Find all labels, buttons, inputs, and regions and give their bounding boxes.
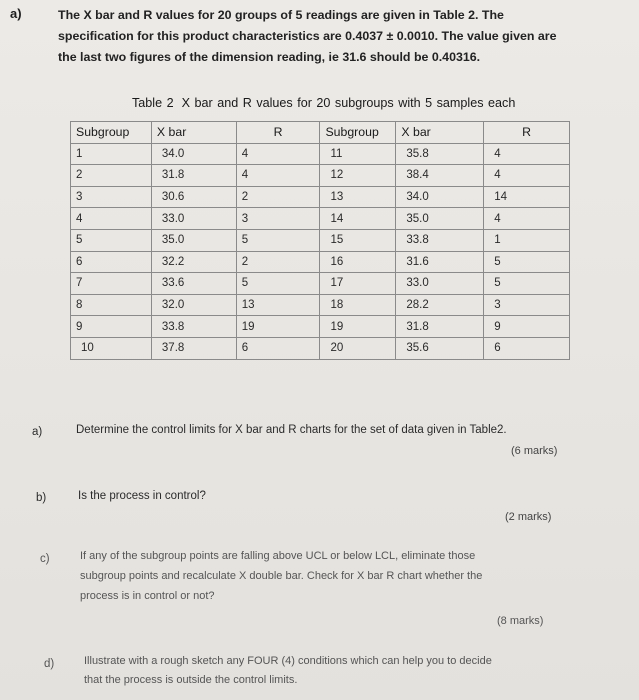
question-b-marks: (2 marks) [505, 511, 552, 523]
cell-xbar-2: 31.8 [396, 316, 484, 338]
cell-r-2: 9 [484, 316, 570, 338]
cell-xbar: 32.2 [151, 251, 236, 273]
table-row [71, 208, 570, 230]
cell-xbar: 31.8 [151, 165, 236, 187]
table-row [71, 294, 570, 316]
header-subgroup-2: Subgroup [320, 122, 396, 144]
cell-subgroup-2: 16 [320, 251, 396, 273]
cell-subgroup: 8 [71, 294, 152, 316]
table-row [71, 273, 570, 295]
table-caption-number: Table 2 [132, 96, 174, 110]
cell-r: 2 [236, 251, 320, 273]
table-header-row [71, 122, 570, 144]
cell-r-2: 5 [484, 273, 570, 295]
question-a-marks: (6 marks) [511, 445, 558, 457]
cell-xbar: 33.6 [151, 273, 236, 295]
cell-subgroup-2: 19 [320, 316, 396, 338]
question-c-line-2: subgroup points and recalculate X double bar. Check for X bar R chart whether the [80, 570, 483, 582]
cell-subgroup: 9 [71, 316, 152, 338]
cell-xbar: 35.0 [151, 229, 236, 251]
cell-r: 5 [236, 229, 320, 251]
cell-r: 2 [236, 186, 320, 208]
cell-xbar-2: 28.2 [396, 294, 484, 316]
cell-xbar-2: 34.0 [396, 186, 484, 208]
cell-xbar-2: 33.0 [396, 273, 484, 295]
question-b-label: b) [36, 492, 47, 504]
cell-r: 4 [236, 143, 320, 165]
cell-subgroup-2: 18 [320, 294, 396, 316]
cell-xbar: 34.0 [151, 143, 236, 165]
table-caption [132, 96, 515, 110]
cell-r: 4 [236, 165, 320, 187]
intro-paragraph [58, 5, 603, 68]
cell-xbar-2: 35.0 [396, 208, 484, 230]
cell-subgroup: 2 [71, 165, 152, 187]
cell-subgroup: 10 [71, 337, 152, 359]
cell-xbar: 30.6 [151, 186, 236, 208]
table-row [71, 186, 570, 208]
question-c-line-3: process is in control or not? [80, 590, 215, 602]
cell-r-2: 4 [484, 143, 570, 165]
table-row [71, 143, 570, 165]
cell-xbar: 33.8 [151, 316, 236, 338]
cell-r-2: 5 [484, 251, 570, 273]
table-row [71, 316, 570, 338]
cell-r-2: 3 [484, 294, 570, 316]
cell-xbar: 33.0 [151, 208, 236, 230]
intro-line-1: The X bar and R values for 20 groups of 5 readings are given in Table 2. The [58, 8, 504, 22]
cell-subgroup: 1 [71, 143, 152, 165]
intro-line-2: specification for this product characteristics are 0.4037 ± 0.0010. The value given are [58, 29, 557, 43]
question-b-text: Is the process in control? [78, 490, 206, 502]
cell-r: 3 [236, 208, 320, 230]
table-row [71, 165, 570, 187]
question-d-line-2: that the process is outside the control limits. [84, 674, 298, 686]
table-row [71, 337, 570, 359]
intro-line-3: the last two figures of the dimension reading, ie 31.6 should be 0.40316. [58, 50, 481, 64]
cell-subgroup-2: 20 [320, 337, 396, 359]
table-row [71, 229, 570, 251]
cell-subgroup-2: 11 [320, 143, 396, 165]
cell-r-2: 1 [484, 229, 570, 251]
question-d-line-1: Illustrate with a rough sketch any FOUR (4) conditions which can help you to decide [84, 655, 492, 667]
cell-xbar-2: 31.6 [396, 251, 484, 273]
cell-subgroup-2: 14 [320, 208, 396, 230]
question-a-label: a) [32, 426, 43, 438]
cell-subgroup-2: 13 [320, 186, 396, 208]
question-c-text [80, 546, 482, 606]
question-c-line-1: If any of the subgroup points are falling above UCL or below LCL, eliminate those [80, 550, 476, 562]
question-d-label: d) [44, 658, 55, 670]
cell-xbar-2: 35.8 [396, 143, 484, 165]
cell-subgroup: 5 [71, 229, 152, 251]
cell-r: 5 [236, 273, 320, 295]
cell-r: 19 [236, 316, 320, 338]
cell-xbar: 37.8 [151, 337, 236, 359]
cell-xbar-2: 35.6 [396, 337, 484, 359]
question-d-text [84, 652, 492, 690]
header-xbar-2: X bar [396, 122, 484, 144]
question-c-marks: (8 marks) [497, 615, 544, 627]
cell-subgroup: 3 [71, 186, 152, 208]
question-a-text: Determine the control limits for X bar and R charts for the set of data given in Table2. [76, 424, 507, 436]
table-caption-text: X bar and R values for 20 subgroups with 5 samples each [181, 96, 516, 110]
cell-r: 13 [236, 294, 320, 316]
cell-subgroup-2: 15 [320, 229, 396, 251]
data-table [70, 121, 570, 360]
cell-r-2: 6 [484, 337, 570, 359]
table-row [71, 251, 570, 273]
header-subgroup: Subgroup [71, 122, 152, 144]
cell-subgroup-2: 17 [320, 273, 396, 295]
question-c-label: c) [40, 553, 50, 565]
cell-r: 6 [236, 337, 320, 359]
intro-label: a) [10, 6, 22, 21]
cell-xbar-2: 38.4 [396, 165, 484, 187]
cell-subgroup: 4 [71, 208, 152, 230]
cell-subgroup: 6 [71, 251, 152, 273]
header-xbar: X bar [151, 122, 236, 144]
cell-r-2: 14 [484, 186, 570, 208]
cell-r-2: 4 [484, 165, 570, 187]
cell-xbar-2: 33.8 [396, 229, 484, 251]
header-r: R [236, 122, 320, 144]
header-r-2: R [484, 122, 570, 144]
cell-xbar: 32.0 [151, 294, 236, 316]
cell-subgroup: 7 [71, 273, 152, 295]
cell-r-2: 4 [484, 208, 570, 230]
cell-subgroup-2: 12 [320, 165, 396, 187]
